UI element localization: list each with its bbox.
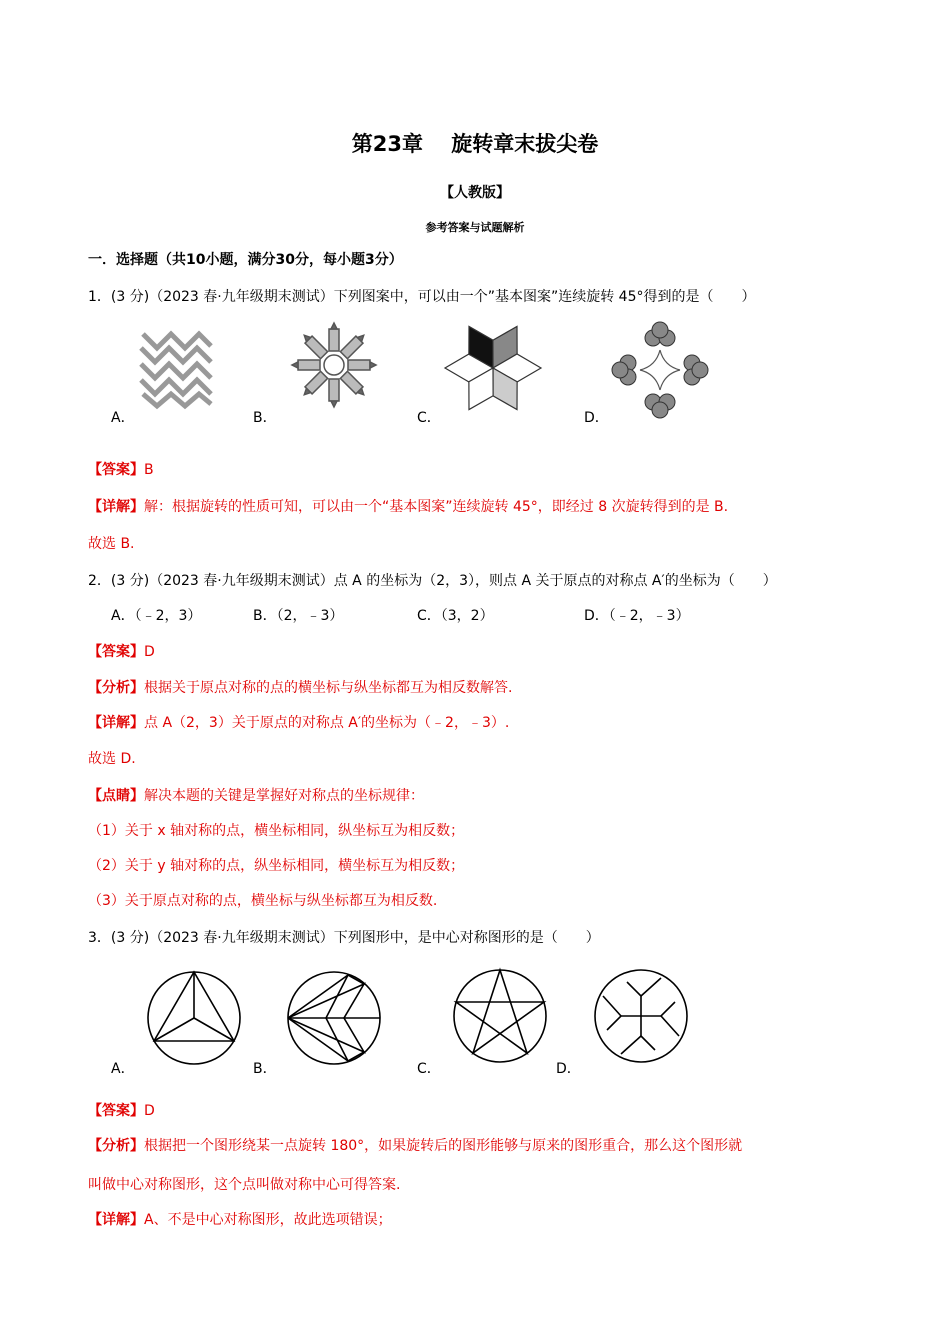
q1-figure-c [445,320,541,416]
q3-stem: 3．(3 分)（2023 春·九年级期末测试）下列图形中，是中心对称图形的是（ ） [88,930,600,946]
q1-figure-d [612,324,708,416]
edition-label: 【人教版】 [440,185,510,201]
q2-option-d: D．（﹣2，﹣3） [584,608,690,624]
q3-answer: 【答案】D [88,1103,155,1119]
q1-option-c: C． [417,410,441,426]
q2-detail: 【详解】点 A（2，3）关于原点的对称点 A′的坐标为（﹣2，﹣3）. [88,715,510,731]
q3-figure-d [593,968,689,1064]
q3-option-c: C． [417,1061,441,1077]
q2-option-c: C．（3，2） [417,608,494,624]
q1-option-b: B． [253,410,277,426]
q1-option-a: A． [111,410,135,426]
q1-figure-b [291,322,377,408]
q2-rule-1: （1）关于 x 轴对称的点，横坐标相同，纵坐标互为相反数； [88,823,465,839]
q3-option-a: A． [111,1061,135,1077]
q2-option-a: A．（﹣2，3） [111,608,202,624]
q3-detail: 【详解】A、不是中心对称图形，故此选项错误； [88,1212,392,1228]
q1-option-d: D． [584,410,609,426]
q1-answer: 【答案】B [88,462,154,478]
q2-answer: 【答案】D [88,644,155,660]
q2-tip: 【点睛】解决本题的关键是掌握好对称点的坐标规律： [88,788,424,804]
q2-rule-2: （2）关于 y 轴对称的点，纵坐标相同，横坐标互为相反数； [88,858,465,874]
answer-section-title: 参考答案与试题解析 [425,221,525,234]
q3-figure-b [286,970,382,1066]
q1-detail: 【详解】解：根据旋转的性质可知，可以由一个“基本图案”连续旋转 45°，即经过 8 次旋转得到的是 B. [88,499,729,515]
page-title: 第23章 旋转章末拔尖卷 [351,132,599,156]
q2-analysis: 【分析】根据关于原点对称的点的横坐标与纵坐标都互为相反数解答. [88,680,513,696]
section-heading: 一．选择题（共10小题，满分30分，每小题3分） [88,252,403,268]
q3-figure-a [146,970,242,1066]
q3-option-d: D． [556,1061,581,1077]
q1-conclusion: 故选 B. [88,536,135,552]
q2-conclusion: 故选 D. [88,751,136,767]
q3-figure-c [452,968,548,1064]
q2-stem: 2．(3 分)（2023 春·九年级期末测试）点 A 的坐标为（2，3），则点 A 关于原点的对称点 A′的坐标为（ ） [88,573,777,589]
q2-rule-3: （3）关于原点对称的点，横坐标与纵坐标都互为相反数. [88,893,438,909]
q3-option-b: B． [253,1061,277,1077]
q3-analysis-line-2: 叫做中心对称图形，这个点叫做对称中心可得答案. [88,1177,401,1193]
q1-figure-a [135,328,215,408]
q3-analysis-line-1: 【分析】根据把一个图形绕某一点旋转 180°，如果旋转后的图形能够与原来的图形重合，那么这个图形就 [88,1138,743,1154]
q1-stem: 1．(3 分)（2023 春·九年级期末测试）下列图案中，可以由一个”基本图案”连续旋转 45°得到的是（ ） [88,289,756,305]
q2-option-b: B．（2，﹣3） [253,608,344,624]
